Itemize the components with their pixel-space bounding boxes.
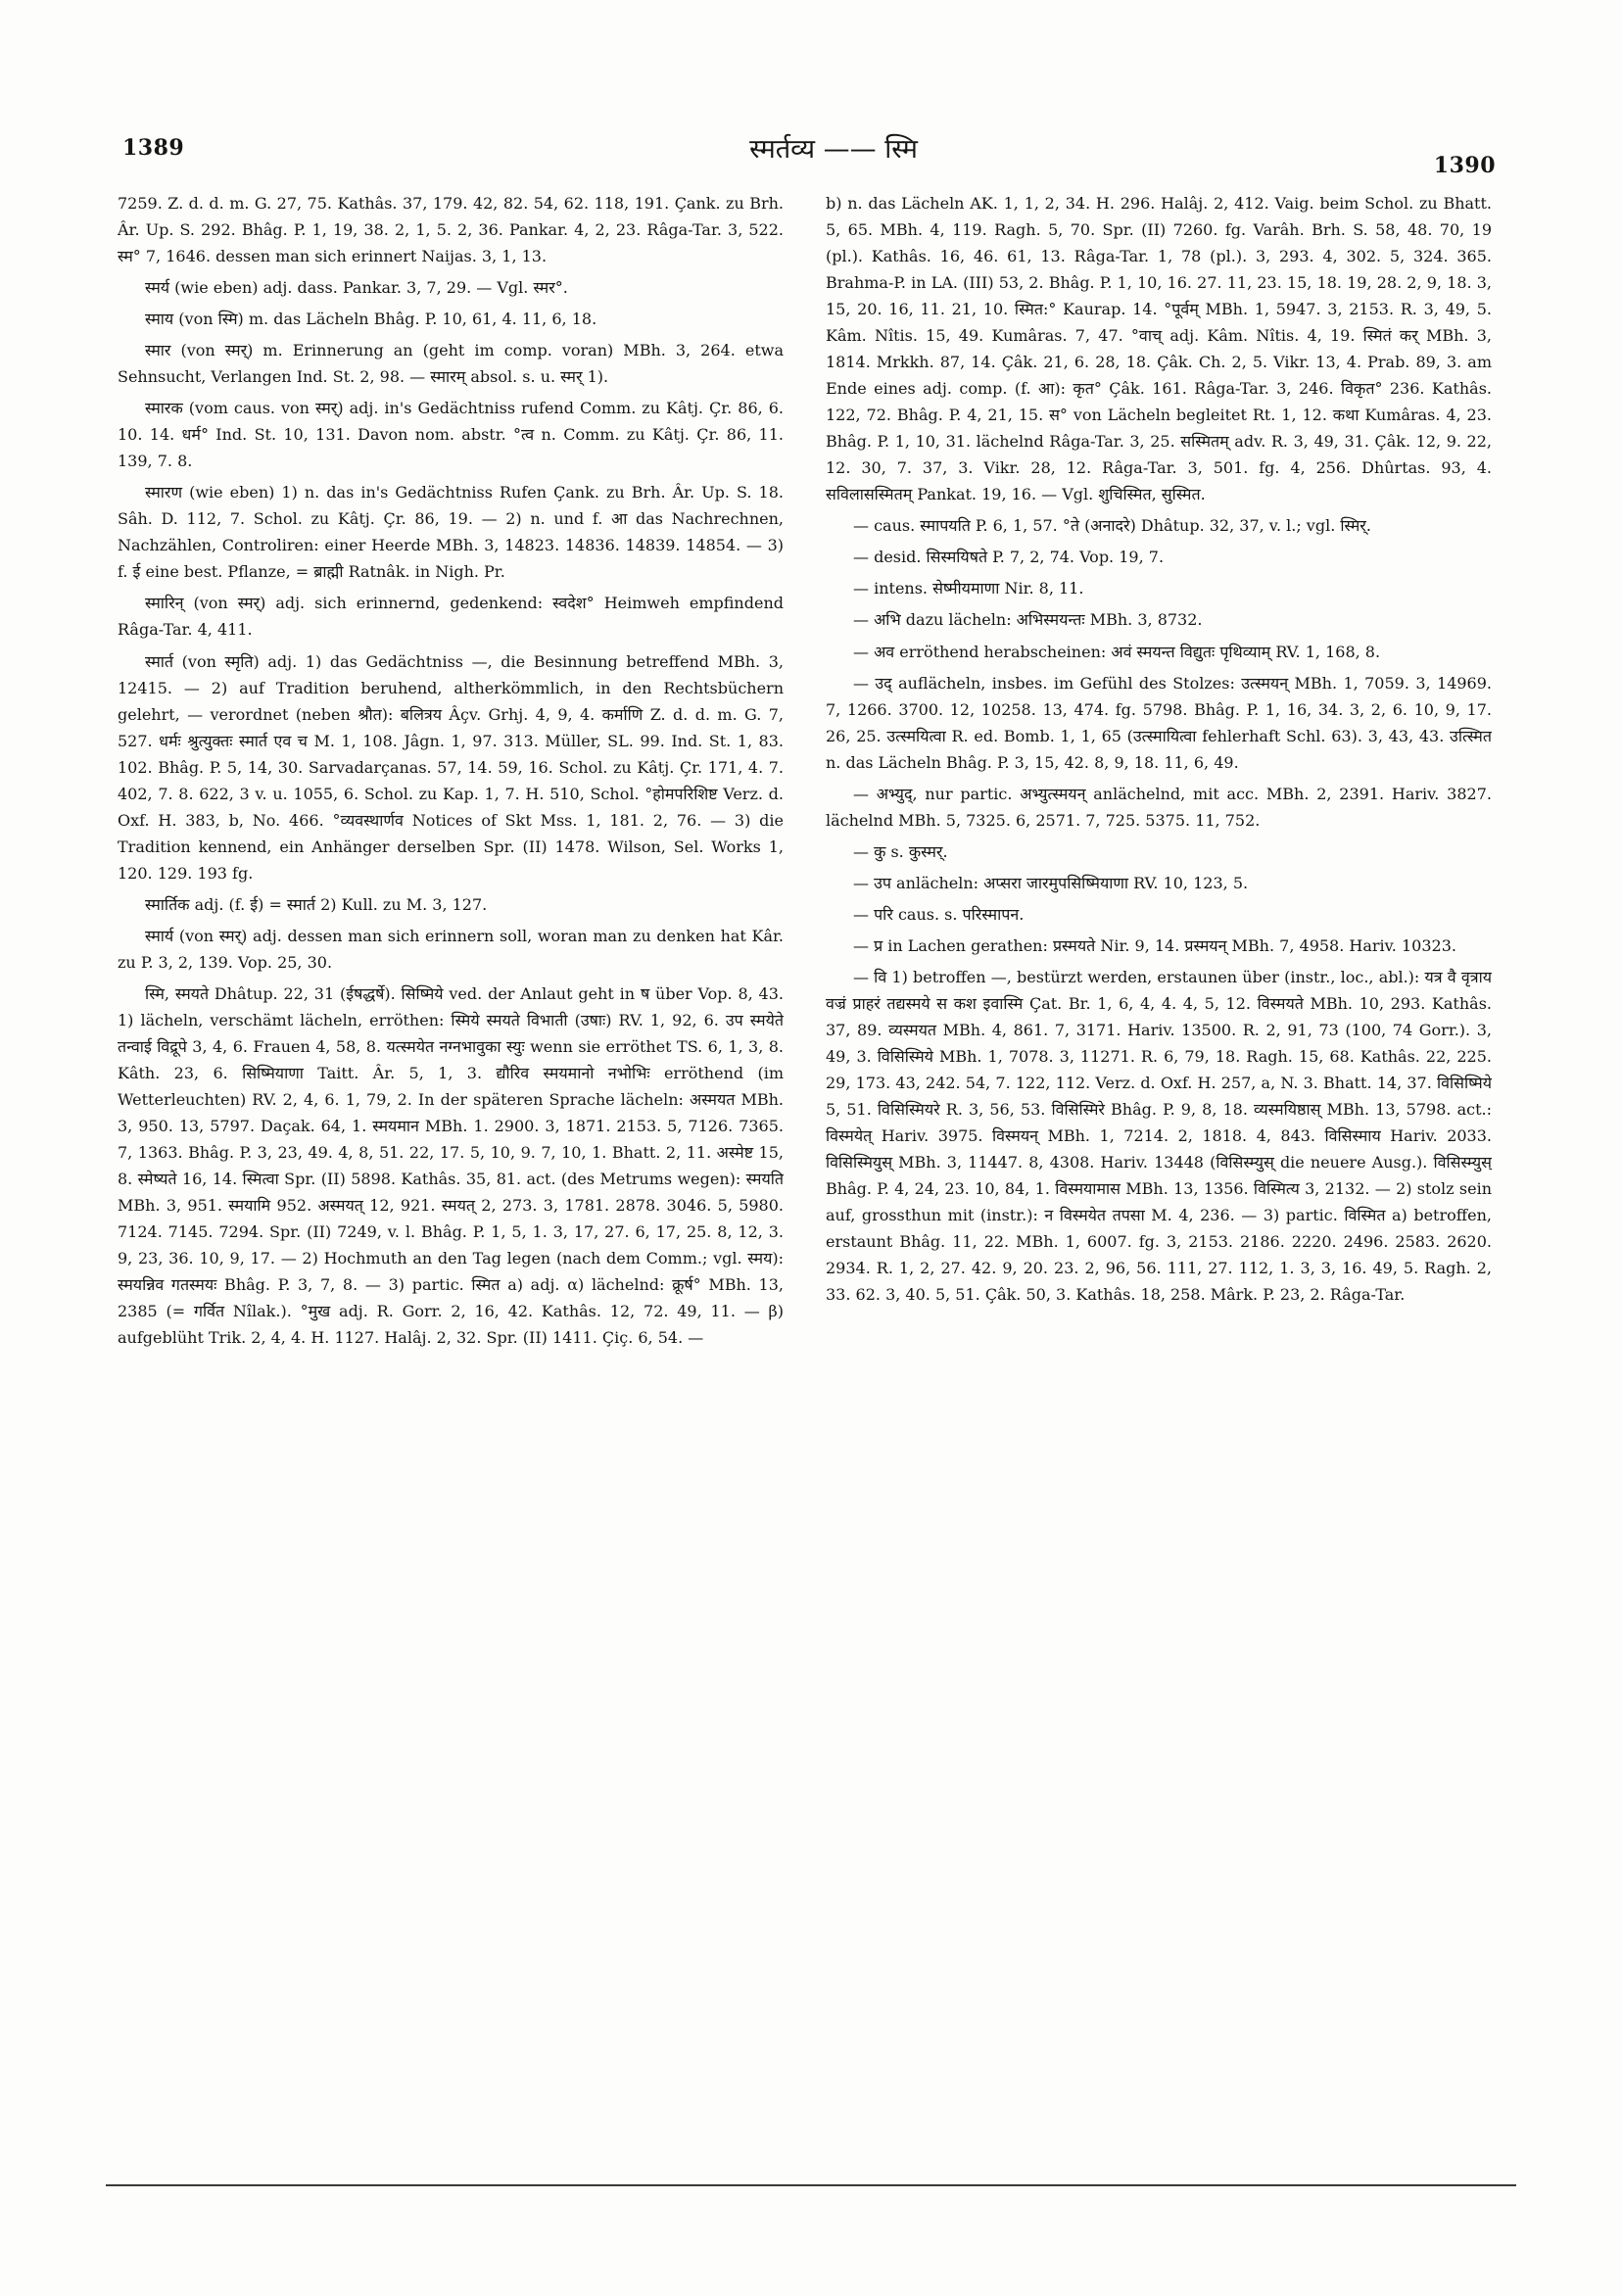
dictionary-subentry-ku: — कु s. कुस्मर्. [853, 841, 948, 861]
dictionary-subentry-abhi: — अभि dazu lächeln: अभिस्मयन्तः MBh. 3, 8732. [853, 610, 1203, 630]
right-page-number: 1390 [1433, 153, 1496, 178]
left-page-number: 1389 [122, 135, 185, 161]
dictionary-entry-smaya: स्माय (von स्मि) m. das Lächeln Bhâg. P. 10, 61, 4. 11, 6, 18. [145, 310, 597, 329]
footer-rule [106, 2184, 1516, 2186]
dictionary-entry-smara: स्मार (von स्मर्) m. Erinnerung an (geht im comp. voran) MBh. 3, 264. etwa Sehnsucht, Verlangen Ind. St. 2, 98. — स्मारम् absol. s. u. स्मर् 1). [118, 341, 784, 387]
dictionary-entry-smaraka: स्मारक (vom caus. von स्मर्) adj. in's Gedächtniss rufend Comm. zu Kâtj. Çr. 86, 6. 10. 14. धर्म° Ind. St. 10, 131. Davon nom. abstr. °त्व n. Comm. zu Kâtj. Çr. 86, 11. 139, 7. 8. [118, 399, 784, 471]
dictionary-subentry-vi: — वि 1) betroffen —, bestürzt werden, erstaunen über (instr., loc., abl.): यत्र वै वृत्राय वज्रं प्राहरं तद्यस्मये स कश इवास्मि Çat. Br. 1, 6, 4, 4. 4, 5, 12. विस्मयते MBh. 10, 293. Kathâs. 37, 89. व्यस्मयत MBh. 4, 861. 7, 3171. Hariv. 13500. R. 2, 91, 73 (100, 74 Gorr.). 3, 49, 3. विसिस्मिये MBh. 1, 7078. 3, 11271. R. 6, 79, 18. Ragh. 15, 68. Kathâs. 22, 225. 29, 173. 43, 242. 54, 7. 122, 112. Verz. d. Oxf. H. 257, a, N. 3. Bhatt. 14, 37. विसिष्मिये 5, 51. विसिस्मियरे R. 3, 56, 53. विसिस्मिरे Bhâg. P. 9, 8, 18. व्यस्मयिष्ठास् MBh. 13, 5798. act.: विस्मयेत् Hariv. 3975. विस्मयन् MBh. 1, 7214. 2, 1818. 4, 843. विसिस्माय Hariv. 2033. विसिस्मियुस् MBh. 3, 11447. 8, 4308. Hariv. 13448 (विसिस्म्युस् die neuere Ausg.). विसिस्म्युस् Bhâg. P. 4, 24, 23. 10, 84, 1. विस्मयामास MBh. 13, 1356. विस्मित्य 3, 2132. — 2) stolz sein auf, grossthun mit (instr.): न विस्मयेत तपसा M. 4, 236. — 3) partic. विस्मित a) betroffen, erstaunt Bhâg. 11, 22. MBh. 1, 6007. fg. 3, 2153. 2186. 2220. 2496. 2583. 2620. 2934. R. 1, 2, 27. 42. 9, 20. 23. 2, 96, 56. 111, 27. 112, 1. 3, 3, 16. 49, 5. Ragh. 2, 33. 62. 3, 40. 5, 51. Çâk. 50, 3. Kathâs. 18, 258. Mârk. P. 23, 2. Râga-Tar. [826, 967, 1492, 1305]
dictionary-subentry-desiderative: — desid. सिस्मयिषते P. 7, 2, 74. Vop. 19, 7. [853, 548, 1165, 567]
page-header [122, 129, 1494, 178]
dictionary-entry-smarya: स्मर्य (wie eben) adj. dass. Pankar. 3, 7, 29. — Vgl. स्मर°. [145, 278, 568, 298]
right-column [826, 190, 1492, 2178]
dictionary-subentry-abhyud: — अभ्युद्, nur partic. अभ्युत्स्मयन् anlächelnd, mit acc. MBh. 2, 2391. Hariv. 3827. lächelnd MBh. 5, 7325. 6, 2571. 7, 725. 5375. 11, 752. [826, 784, 1492, 830]
dictionary-entry-smi: स्मि, स्मयते Dhâtup. 22, 31 (ईषद्धर्षे). सिष्मिये ved. der Anlaut geht in ष über Vop. 8, 43. 1) lächeln, verschämt lächeln, erröthen: स्मिये स्मयते विभाती (उषाः) RV. 1, 92, 6. उप स्मयेते तन्वाई विद्रूपे 3, 4, 6. Frauen 4, 58, 8. यत्स्मयेत नग्नभावुका स्युः wenn sie erröthet TS. 6, 1, 3, 8. Kâth. 23, 6. सिष्मियाणा Taitt. Âr. 5, 1, 3. द्यौरिव स्मयमानो नभोभिः erröthend (im Wetterleuchten) RV. 2, 4, 6. 1, 79, 2. In der späteren Sprache lächeln: अस्मयत MBh. 3, 950. 13, 5797. Daçak. 64, 1. स्मयमान MBh. 1. 2900. 3, 1871. 2153. 5, 7126. 7365. 7, 1363. Bhâg. P. 3, 23, 49. 4, 8, 51. 22, 17. 5, 10, 9. 7, 10, 1. Bhatt. 2, 11. अस्मेष्ट 15, 8. स्मेष्यते 16, 14. स्मित्वा Spr. (II) 5898. Kathâs. 35, 81. act. (des Metrums wegen): स्मयति MBh. 3, 951. स्मयामि 952. अस्मयत् 12, 921. स्मयत् 2, 273. 3, 1781. 2878. 3046. 5, 5980. 7124. 7145. 7294. Spr. (II) 7249, v. l. Bhâg. P. 1, 5, 1. 3, 17, 27. 6, 17, 25. 8, 12, 3. 9, 23, 36. 10, 9, 17. — 2) Hochmuth an den Tag legen (nach dem Comm.; vgl. स्मय): स्मयन्निव गतस्मयः Bhâg. P. 3, 7, 8. — 3) partic. स्मित a) adj. α) lächelnd: क्रूर्ष° MBh. 13, 2385 (= गर्वित Nîlak.). °मुख adj. R. Gorr. 2, 16, 42. Kathâs. 12, 72. 49, 11. — β) aufgeblüht Trik. 2, 4, 4. H. 1127. Halâj. 2, 32. Spr. (II) 1411. Çiç. 6, 54. — [118, 983, 784, 1348]
dictionary-entry-smartika: स्मार्तिक adj. (f. ई) = स्मार्त 2) Kull. zu M. 3, 127. [145, 894, 488, 914]
dictionary-subentry-upa: — उप anlächeln: अप्सरा जारमुपसिष्मियाणा RV. 10, 123, 5. [853, 873, 1249, 892]
dictionary-entry-smarta: स्मार्त (von स्मृति) adj. 1) das Gedächtniss —, die Besinnung betreffend MBh. 3, 12415. — 2) auf Tradition beruhend, altherkömmlich, in den Rechtsbüchern gelehrt, — verordnet (neben श्रौत): बलित्रय Âçv. Grhj. 4, 9, 4. कर्माणि Z. d. d. m. G. 7, 527. धर्मः श्रुत्युक्तः स्मार्त एव च M. 1, 108. Jâgn. 1, 97. 313. Müller, SL. 99. Ind. St. 1, 83. 102. Bhâg. P. 5, 14, 30. Sarvadarçanas. 57, 14. 59, 16. Schol. zu Kâtj. Çr. 171, 4. 7. 402, 7. 8. 622, 3 v. u. 1055, 6. Schol. zu Kap. 1, 7. H. 510, Schol. °होमपरिशिष्ट Verz. d. Oxf. H. 383, b, No. 466. °व्यवस्थार्णव Notices of Skt Mss. 1, 181. 2, 76. — 3) die Tradition kennend, ein Anhänger derselben Spr. (II) 1478. Wilson, Sel. Works 1, 120. 129. 193 fg. [118, 651, 784, 883]
dictionary-subentry-ud: — उद् auflächeln, insbes. im Gefühl des Stolzes: उत्स्मयन् MBh. 1, 7059. 3, 14969. 7, 1266. 3700. 12, 10258. 13, 474. fg. 5798. Bhâg. P. 1, 16, 34. 3, 2, 6. 10, 9, 17. 26, 25. उत्स्मयित्वा R. ed. Bomb. 1, 1, 65 (उत्स्मायित्वा fehlerhaft Schl. 63). 3, 43, 43. उत्स्मित n. das Lächeln Bhâg. P. 3, 15, 42. 8, 9, 18. 11, 6, 49. [826, 673, 1492, 772]
dictionary-entry-continuation: 7259. Z. d. d. m. G. 27, 75. Kathâs. 37, 179. 42, 82. 54, 62. 118, 191. Çank. zu Brh. Âr. Up. S. 292. Bhâg. P. 1, 19, 38. 2, 1, 5. 2, 36. Pankar. 4, 2, 23. Râga-Tar. 3, 522. स्म° 7, 1646. dessen man sich erinnert Naijas. 3, 1, 13. [118, 194, 784, 266]
dictionary-subentry-pari: — परि caus. s. परिस्मापन. [853, 904, 1025, 924]
dictionary-subentry-ava: — अव erröthend herabscheinen: अवं स्मयन्त विद्युतः पृथिव्याम् RV. 1, 168, 8. [853, 642, 1381, 661]
dictionary-subentry-intensive: — intens. सेष्मीयमाणा Nir. 8, 11. [853, 579, 1084, 598]
dictionary-subentry-pra: — प्र in Lachen gerathen: प्रस्मयते Nir. 9, 14. प्रस्मयन् MBh. 7, 4958. Hariv. 10323. [853, 935, 1456, 955]
dictionary-entry-smarana: स्मारण (wie eben) 1) n. das in's Gedächtniss Rufen Çank. zu Brh. Âr. Up. S. 18. Sâh. D. 112, 7. Schol. zu Kâtj. Çr. 86, 19. — 2) n. und f. आ das Nachrechnen, Nachzählen, Controliren: einer Heerde MBh. 3, 14823. 14836. 14839. 14854. — 3) f. ई eine best. Pflanze, = ब्राह्मी Ratnâk. in Nigh. Pr. [118, 483, 784, 582]
running-title: स्मर्तव्य —— स्मि [749, 134, 918, 165]
dictionary-entry-smita-meaning: b) n. das Lächeln AK. 1, 1, 2, 34. H. 296. Halâj. 2, 412. Vaig. beim Schol. zu Bhatt. 5, 65. MBh. 4, 119. Ragh. 5, 70. Spr. (II) 7260. fg. Varâh. Brh. S. 58, 48. 70, 19 (pl.). Kathâs. 16, 46. 61, 13. Râga-Tar. 1, 78 (pl.). 3, 293. 4, 302. 5, 324. 365. Brahma-P. in LA. (III) 53, 2. Bhâg. P. 1, 10, 16. 27. 11, 23. 15, 18. 19, 28. 2, 9, 18. 3, 15, 20. 16, 11. 21, 10. स्मित:° Kaurap. 14. °पूर्वम् MBh. 1, 5947. 3, 2153. R. 3, 49, 5. Kâm. Nîtis. 15, 49. Kumâras. 7, 47. °वाच् adj. Kâm. Nîtis. 4, 19. स्मितं कर् MBh. 3, 1814. Mrkkh. 87, 14. Çâk. 21, 6. 28, 18. Çâk. Ch. 2, 5. Vikr. 13, 4. Prab. 89, 3. am Ende eines adj. comp. (f. आ): कृत° Çâk. 161. Râga-Tar. 3, 246. विकृत° 236. Kathâs. 122, 72. Bhâg. P. 4, 21, 15. स° von Lächeln begleitet Rt. 1, 12. कथा Kumâras. 4, 23. Bhâg. P. 1, 10, 31. lächelnd Râga-Tar. 3, 25. सस्मितम् adv. R. 3, 49, 31. Çâk. 12, 9. 22, 12. 30, 7. 37, 3. Vikr. 28, 12. Râga-Tar. 3, 501. fg. 4, 256. Dhûrtas. 93, 4. सविलासस्मितम् Pankat. 19, 16. — Vgl. शुचिस्मित, सुस्मित. [826, 194, 1492, 504]
dictionary-entry-smarin: स्मारिन् (von स्मर्) adj. sich erinnernd, gedenkend: स्वदेश° Heimweh empfindend Râga-Tar. 4, 411. [118, 594, 784, 640]
dictionary-subentry-causative: — caus. स्मापयति P. 6, 1, 57. °ते (अनादरे) Dhâtup. 32, 37, v. l.; vgl. स्मिर्. [853, 516, 1371, 536]
left-column [118, 190, 784, 2178]
dictionary-entry-smarya-gerundive: स्मार्य (von स्मर्) adj. dessen man sich erinnern soll, woran man zu denken hat Kâr. zu P. 3, 2, 139. Vop. 25, 30. [118, 926, 784, 972]
